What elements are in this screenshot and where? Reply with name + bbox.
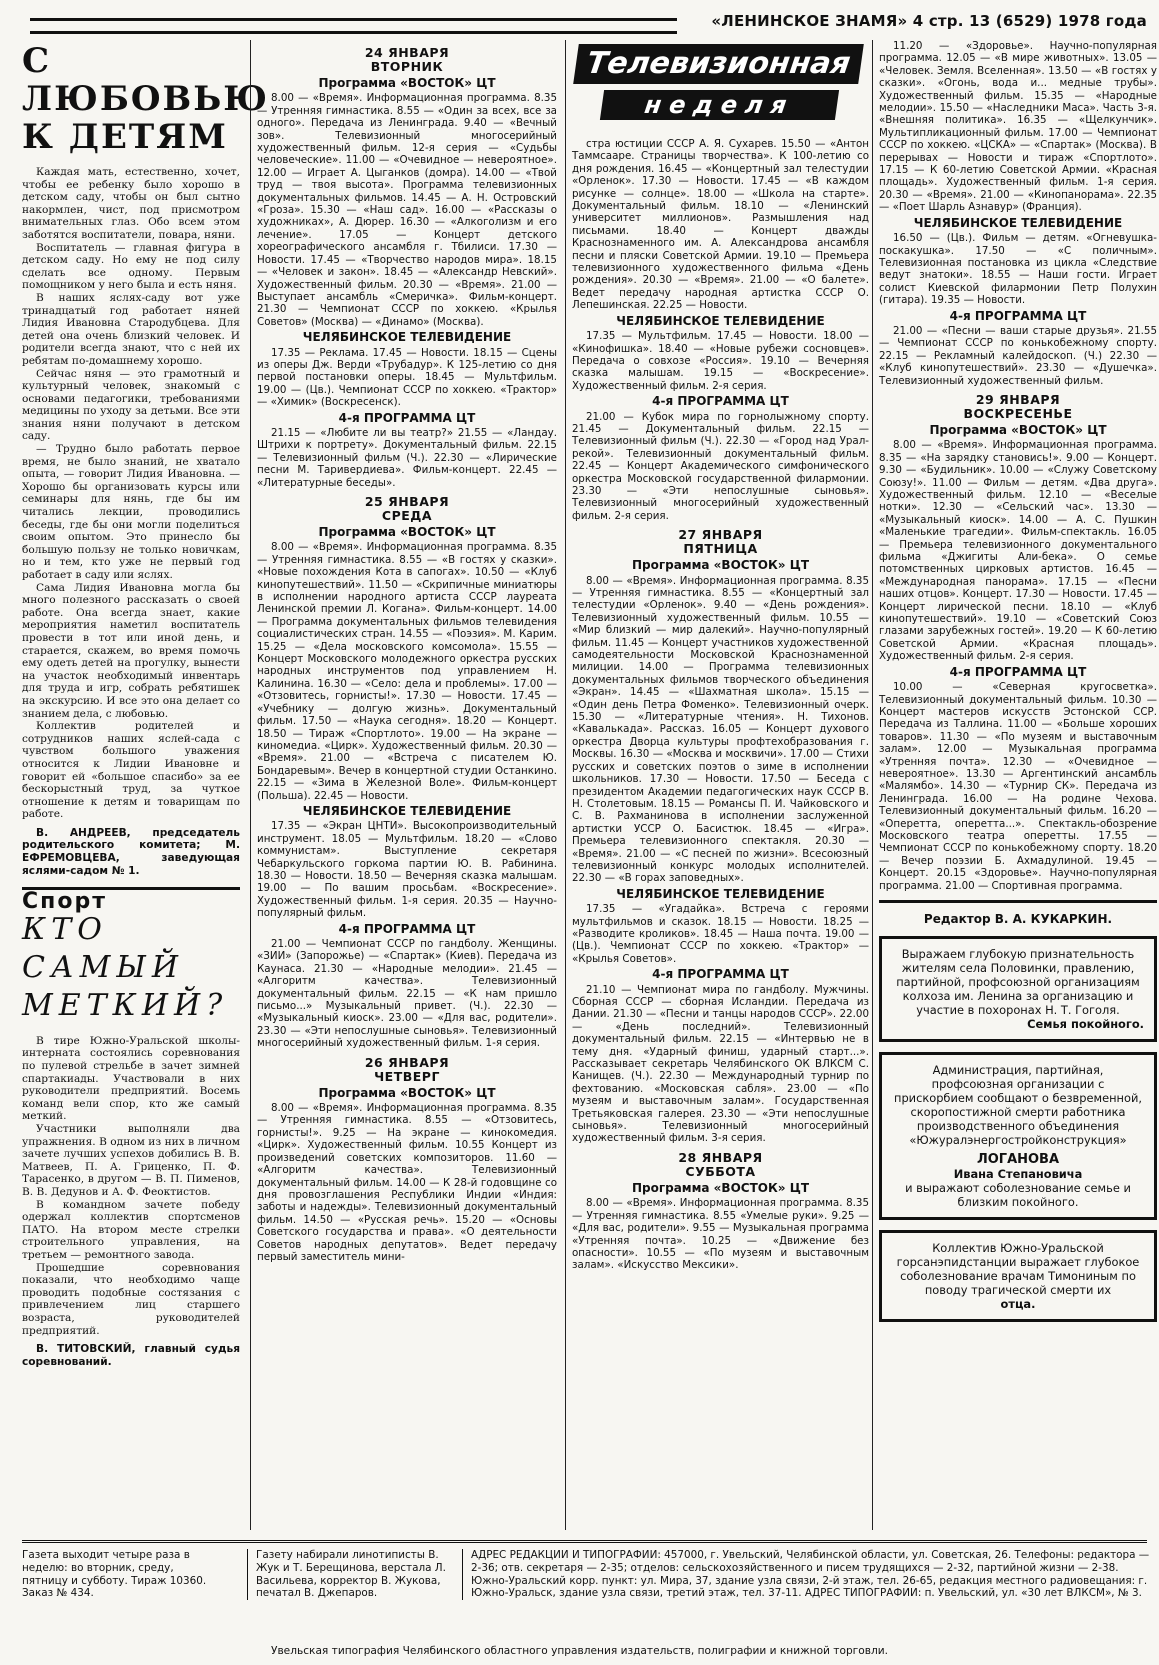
logo-line2: неделя [600, 90, 839, 120]
schedule-text: 21.00 — Чемпионат СССР по гандболу. Женщины. «ЗИИ» (Запорожье) — «Спартак» (Киев). Передача из Каунаса. 21.30 — «Народные мелодии». 21.45 — «Алгоритм качества». Телевизионный документальный фильм. 22.15 — «К нам пришло письмо...» Музыкальный привет. (Ч.). 22.30 — «Музыкальный киоск». 23.00 — «Для вас, родители». 23.30 — «Эти непослушные сыновья». Телевизионный многосерийный художественный фильм. 1-я серия. [257, 938, 557, 1050]
day-weekday: ПЯТНИЦА [683, 541, 758, 557]
sport-kicker: Спорт [22, 889, 107, 915]
paragraph: В наших яслях-саду вот уже тринадцатый год работает няней Лидия Ивановна Стародубцева. Для детей она очень близкий человек. И родители всегда знают, что с ней их ребятам по-домашнему хорошо. [22, 291, 240, 367]
notice-gratitude-text: Выражаем глубокую признательность жителям села Половинки, правлению, партийной, профсоюзной организациям колхоза им. Ленина за организацию и участие в похоронах Н. Т. Гоголя. [896, 946, 1140, 1017]
channel-heading: 4-я ПРОГРАММА ЦТ [949, 664, 1087, 679]
day-heading [572, 528, 869, 556]
article-title-line2: К ДЕТЯМ [22, 117, 228, 157]
paragraph: В тире Южно-Уральской школы-интерната состоялись соревнования по пулевой стрельбе в зачет зимней спартакиады. Участвовали в них руководители предприятий. Восемь команд вели спор, кто же самый меткий. [22, 1034, 240, 1123]
day-heading [572, 1151, 869, 1179]
channel-heading: Программа «ВОСТОК» ЦТ [318, 525, 496, 539]
paragraph: Прошедшие соревнования показали, что необходимо чаще проводить подобные состязания с привлечением лиц старшего возраста, руководителей предприятий. [22, 1261, 240, 1337]
day-weekday: СРЕДА [381, 508, 433, 523]
notice-gratitude [879, 936, 1157, 1042]
schedule-text: 21.00 — Кубок мира по горнолыжному спорту. 21.45 — Документальный фильм. 22.15 — Телевизионный фильм (Ч.). 22.30 — «Город над Урал-рекой». Телевизионный документальный фильм. 22.45 — Концерт Академического симфонического оркестра Московской государственной филармонии. 23.30 — «Эти непослушные сыновья». Телевизионный многосерийный художественный фильм. 2-я серия. [572, 410, 869, 522]
channel-heading: ЧЕЛЯБИНСКОЕ ТЕЛЕВИДЕНИЕ [302, 330, 512, 345]
notice-obituary-condolence: и выражают соболезнование семье и близким покойного. [905, 1180, 1131, 1209]
schedule-text: 8.00 — «Время». Информационная программа. 8.35 — Утренняя гимнастика. 8.55 — «Концертный зал телестудии «Орленок». 9.40 — «День рождения». Телевизионный художественный фильм. 10.55 — «Мир близкий — мир далекий». Научно-популярный фильм. 11.45 — Концерт участников художественной самодеятельности Московской Краснознаменной милиции. 14.00 — Программа телевизионных документальных фильмов творческого объединения «Экран». 14.45 — «Шахматная школа». 15.15 — «Один день Петра Фоменко». Телевизионный очерк. 15.30 — «Литературные чтения». Н. Тихонов. «Кавалькада». Рассказ. 16.05 — Концерт духового оркестра Дворца культуры профтехобразования г. Москвы. 16.30 — «Москва и москвичи». 17.00 — Стихи русских и советских поэтов о зиме в исполнении школьников. 17.30 — Новости. 17.50 — Беседа с президентом Академии педагогических наук СССР В. Н. Столетовым. 18.15 — Романсы П. И. Чайковского и С. В. Рахманинова в исполнении заслуженной артистки УССР О. Басистюк. 18.45 — «Игра». Премьера телевизионного спектакля. 20.30 — «Время». 21.00 — «С песней по жизни». Всесоюзный телевизионный конкурс молодых исполнителей. 22.30 — «В горах заповедных». [572, 574, 869, 885]
article-title-line1: С ЛЮБОВЬЮ [22, 41, 270, 119]
schedule-text: 8.00 — «Время». Информационная программа. 8.35 — Утренняя гимнастика. 8.55 — «В гостях у сказки». «Новые похождения Кота в сапогах». 10.50 — «Клуб кинопутешествий». 11.50 — «Скрипичные миниатюры в исполнении народного артиста СССР лауреата Ленинской премии Л. Когана». Фильм-концерт. 14.00 — Программа документальных фильмов телевидения социалистических стран. 14.55 — «Поэзия». М. Карим. 15.25 — «Дела московского комсомола». 15.55 — Концерт Московского молодежного оркестра русских народных инструментов под управлением Н. Калинина. 16.30 — «Село: дела и проблемы». 17.00 — «Отзовитесь, горнисты!». 17.30 — Новости. 17.45 — «Учебнику — долгую жизнь». Документальный фильм. 17.50 — «Наука сегодня». 18.20 — Концерт. 18.50 — Тираж «Спортлото». 19.00 — На экране — киномедиа. «Цирк». Художественный фильм. 20.30 — «Время». 21.00 — «Встреча с писателем Ю. Бондаревым». Вечер в концертной студии Останкино. 22.15 — «Зима в Железной Воле». Фильм-концерт (Польша). 22.45 — Новости. [257, 541, 557, 802]
footer [22, 1540, 1150, 1628]
channel-heading: Программа «ВОСТОК» ЦТ [631, 1180, 810, 1195]
paragraph: Коллектив родителей и сотрудников наших яслей-сада с чувством большого уважения относится к Лидии Ивановне и говорит ей «большое спасибо» за ее бескорыстный труд, за чуткое отношение к детям и товарищам по работе. [22, 720, 240, 821]
schedule-text: 8.00 — «Время». Информационная программа. 8.35 — Утренняя гимнастика. 8.55 «Умелые руки». 9.25 — «Для вас, родители». 9.55 — Музыкальная программа «Утренняя почта». 10.25 — «Движение без опасности». 10.55 — «По музеям и выставочным залам». «Искусство Мексики». [572, 1197, 869, 1272]
logo-line1: Телевизионная [573, 44, 864, 84]
paragraph: Сама Лидия Ивановна могла бы много полезного рассказать о своей работе. Она всегда знает, какие мероприятия наметил воспитатель провести в тот или иной день, и старается, скажем, во время помочь ему одеть детей на прогулку, вынести на участок необходимый инвентарь для труда и игр, собрать ребятишек на экскурсию. И все это она делает со знанием дела, с любовью. [22, 581, 240, 720]
sport-title [22, 911, 240, 1025]
tv-listing-body [572, 138, 869, 1272]
schedule-text: 17.35 — Мультфильм. 17.45 — Новости. 18.00 — «Кинофишка». 18.40 — «Новые рубежи сосновцев». Передача о совхозе «Россия». 19.10 — Вечерняя сказка малышам. 19.15 — «Воскресение». Художественный фильм. 2-я серия. [572, 330, 869, 392]
day-date: 26 ЯНВАРЯ [364, 1054, 450, 1070]
tv-listing-body [879, 40, 1157, 892]
schedule-text: 17.35 — Реклама. 17.45 — Новости. 18.15 — Сцены из оперы Дж. Верди «Трубадур». К 125-летию со дня первой постановки оперы. 18.45 — Мультфильм. 19.00 — (Цв.). Чемпионат СССР по хоккею. «Трактор» — «Химик» (Воскресенск). [257, 346, 557, 409]
channel-heading: 4-я ПРОГРАММА ЦТ [652, 394, 789, 409]
channel-heading: Программа «ВОСТОК» ЦТ [318, 1085, 496, 1100]
paragraph: Сейчас няня — это грамотный и культурный человек, знакомый с основами педагогики, требованиями медицины по уходу за детьми. Все эти знания няни получают в детском саду. [22, 367, 240, 443]
day-heading [257, 1056, 557, 1084]
channel-heading: ЧЕЛЯБИНСКОЕ ТЕЛЕВИДЕНИЕ [616, 313, 825, 328]
masthead [30, 8, 1147, 38]
channel-heading: Программа «ВОСТОК» ЦТ [929, 422, 1107, 437]
day-heading [257, 495, 557, 523]
schedule-text: 8.00 — «Время». Информационная программа. 8.35 — «На зарядку становись!». 9.00 — Концерт. 9.30 — «Будильник». 10.00 — «Служу Советскому Союзу!». 11.00 — Фильм — детям. «Два друга». Художественный фильм. 12.10 — «Веселые нотки». 12.30 — «Сельский час». 13.30 — «Музыкальный киоск». 14.00 — А. С. Пушкин «Маленькие трагедии». Фильм-спектакль. 16.05 — Премьера телевизионного документального фильма «Джигиты Али-бека». О семье потомственных цирковых артистов. 16.45 — «Международная панорама». 17.15 — «Песни наших отцов». Концерт. 17.30 — Новости. 17.45 — Концерт лирической песни. 18.10 — «Клуб кинопутешествий». 19.10 — «Советский Союз глазами зарубежных гостей». 19.20 — К 60-летию Советской Армии. «Красная площадь». Художественный фильм. 2-я серия. [879, 439, 1157, 663]
channel-heading: ЧЕЛЯБИНСКОЕ ТЕЛЕВИДЕНИЕ [913, 215, 1123, 230]
day-heading [257, 46, 557, 74]
channel-heading: Программа «ВОСТОК» ЦТ [631, 558, 810, 573]
tv-week-logo [576, 40, 861, 130]
notice-obituary-text: Администрация, партийная, профсоюзная организации с прискорбием сообщают о безвременной, скоропостижной смерти работника производственного объединения «Южуралэнергостройконструкция» [894, 1062, 1142, 1147]
channel-heading: ЧЕЛЯБИНСКОЕ ТЕЛЕВИДЕНИЕ [302, 803, 512, 818]
notice-condolence-text: Коллектив Южно-Уральской горсанэпидстанции выражает глубокое соболезнование врачам Тимониным по поводу трагической смерти их [896, 1240, 1140, 1297]
channel-heading: 4-я ПРОГРАММА ЦТ [338, 921, 476, 936]
paragraph: Каждая мать, естественно, хочет, чтобы ее ребенку было хорошо в детском саду, чтобы он был сытно накормлен, чист, под присмотром внимательных глаз. Обо всем этом заботятся воспитатели, повара, няни. [22, 166, 240, 241]
column-tv-1 [250, 40, 557, 1530]
sport-title-line2: МЕТКИЙ? [22, 987, 229, 1023]
schedule-text: 8.00 — «Время». Информационная программа. 8.35 — Утренняя гимнастика. 8.55 — «Отзовитесь, горнисты!». 9.25 — На экране — кинокомедия. «Цирк». Художественный фильм. 10.55 Концерт из произведений советских композиторов. 11.60 — «Алгоритм качества». Телевизионный документальный фильм. 14.00 — К 28-й годовщине со дня провозглашения Республики Индии «Индия: заботы и надежды». Телевизионный документальный фильм. 14.50 — «Русская речь». 15.20 — «Основы Советского государства и права». «О деятельности Советов народных депутатов». Ведет передачу первый заместитель мини- [257, 1102, 557, 1263]
schedule-text: 10.00 — «Северная кругосветка». Телевизионный документальный фильм. 10.30 — Концерт мастеров искусств Эстонской ССР. Передача из Таллина. 11.00 — «Больше хороших товаров». 11.30 — «По музеям и выставочным залам». 12.00 — Музыкальная программа «Утренняя почта». 12.30 — «Очевидное — невероятное». 13.30 — Аргентинский ансамбль «Малямбо». 14.30 — «Турнир СК». Передача из Ленинграда. 16.00 — На родине Чехова. Телевизионный документальный фильм. 16.20 — «Оперетта, оперетта...». Спектакль-обозрение Московского театра оперетты. 17.55 — Чемпионат СССР по конькобежному спорту. 18.20 — Вечер поэзии Б. Ахмадулиной. 19.45 — Концерт. 20.15 «Здоровье». Научно-популярная программа. 21.00 — Спортивная программа. [879, 681, 1157, 892]
day-weekday: ВТОРНИК [370, 59, 444, 74]
footer-staff: Газету набирали линотиписты В. Жук и Т. Берещинова, верстала Л. Васильева, корректор В. Жукова, печатал В. Джепаров. [247, 1549, 451, 1600]
article-title [22, 41, 270, 157]
schedule-text: 21.15 — «Любите ли вы театр?» 21.55 — «Ландау. Штрихи к портрету». Документальный фильм. 22.15 — Телевизионный фильм (Ч.). 22.30 — «Лирические песни М. Таривердиева». Фильм-концерт. 22.45 — «Литературные беседы». [257, 426, 557, 489]
schedule-text: 21.10 — Чемпионат мира по гандболу. Мужчины. Сборная СССР — сборная Исландии. Передача из Дании. 21.30 — «Песни и танцы народов СССР». 22.00 — «День последний». Телевизионный документальный фильм. 22.15 — «Интервью не в тему дня. «Ударный финиш, ударный старт...». Рассказывает секретарь Челябинского ОК ВЛКСМ С. Канищев. (Ч.). 22.30 — Международный турнир по фехтованию. «Московская сабля». 23.00 — «По музеям и выставочным залам». Государственная Третьяковская галерея. 23.30 — «Эти непослушные сыновья». Телевизионный многосерийный художественный фильм. 3-я серия. [572, 983, 869, 1145]
masthead-text: «ЛЕНИНСКОЕ ЗНАМЯ» 4 стр. 13 (6529) 1978 года [711, 12, 1147, 30]
day-date: 29 ЯНВАРЯ [975, 391, 1061, 407]
notice-obituary-surname: ЛОГАНОВА [976, 1151, 1060, 1167]
paragraph: Участники выполняли два упражнения. В одном из них в личном зачете лучших успехов добились В. В. Матвеев, П. А. Гриценко, П. Ф. Тарасенко, в другом — В. П. Пименов, В. В. Дедунов и А. Ф. Феоктистов. [22, 1123, 240, 1198]
day-heading [879, 393, 1157, 421]
day-date: 27 ЯНВАРЯ [678, 527, 763, 543]
channel-heading: 4-я ПРОГРАММА ЦТ [949, 308, 1087, 323]
notice-obituary [879, 1052, 1157, 1220]
schedule-text: 8.00 — «Время». Информационная программа. 8.35 — Утренняя гимнастика. 8.55 — «Один за всех, все за одного». Передача из Ленинграда. 9.40 — «Вечный зов». Телевизионный многосерийный художественный фильм. 12-я серия — «Судьбы человеческие». 11.00 — «Очевидное — невероятное». 12.00 — Играет А. Цыганков (домра). 14.00 — «Твой труд — твоя высота». Программа телевизионных документальных фильмов. 14.45 — А. Н. Островский «Гроза». 15.30 — «Наш сад». 16.00 — «Рассказы о художниках», А. Дюрер. 16.30 — «Алкоголизм и его лечение». 17.05 — Концерт детского хореографического ансамбля г. Тбилиси. 17.30 — Новости. 17.45 — «Творчество народов мира». 18.15 — «Человек и закон». 18.45 — «Александр Невский». Художественный фильм. 20.30 — «Время». 21.00 — Выступает ансамбль «Смеричка». Фильм-концерт. 21.30 — Чемпионат СССР по хоккею. «Крылья Советов» (Москва) — «Динамо» (Москва). [257, 92, 557, 328]
paragraph: — Трудно было работать первое время, не было знаний, не хватало опыта, — говорит Лидия Ивановна. — Хорошо бы организовать курсы или семинары для нянь, где бы им читались лекции, проводились беседы, где бы они могли поделиться своим опытом. Это принесло бы большую пользу не только новичкам, но и тем, кто уже не первый год работает в саду или яслях. [22, 443, 240, 581]
channel-heading: 4-я ПРОГРАММА ЦТ [652, 967, 789, 982]
article-signature: В. АНДРЕЕВ, председатель родительского комитета; М. ЕФРЕМОВЦЕВА, заведующая яслями-садом № 1. [22, 826, 240, 877]
column-tv-3 [872, 40, 1157, 1530]
schedule-text: 16.50 — (Цв.). Фильм — детям. «Огневушка-поскакушка». 17.50 — «С поличным». Телевизионная постановка из цикла «Следствие ведут знатоки». 18.55 — Наши гости. Играет солист Киевской филармонии Петр Полухин (гитара). 19.35 — Новости. [879, 232, 1157, 307]
schedule-text: 17.35 — «Угадайка». Встреча с героями мультфильмов и сказок. 18.15 — Новости. 18.25 — «Разводите кроликов». 18.45 — Наша почта. 19.00 — (Цв.). Чемпионат СССР по хоккею. «Трактор» — «Крылья Советов». [572, 903, 869, 965]
day-weekday: ВОСКРЕСЕНЬЕ [963, 405, 1073, 421]
notice-gratitude-sign: Семья покойного. [1027, 1016, 1144, 1031]
sport-signature: В. ТИТОВСКИЙ, главный судья соревнований. [22, 1343, 240, 1368]
column-tv-2 [565, 40, 869, 1530]
schedule-text: 17.35 — «Экран ЦНТИ». Высокопроизводительный инструмент. 18.05 — Мультфильм. 18.20 — «Слово коммунистам». Выступление секретаря Чебаркульского горкома партии Ю. В. Рабинина. 18.30 — Новости. 18.50 — Вечерняя сказка малышам. 19.00 — По вашим просьбам. «Воскресение». Художественный фильм. 1-я серия. 20.35 — Научно-популярный фильм. [257, 820, 557, 920]
day-date: 24 ЯНВАРЯ [364, 45, 450, 60]
channel-heading: Программа «ВОСТОК» ЦТ [318, 76, 496, 90]
footer-circulation: Газета выходит четыре раза в неделю: во вторник, среду, пятницу и субботу. Тираж 10360. Заказ № 434. [22, 1549, 207, 1600]
sport-title-line1: КТО САМЫЙ [22, 911, 185, 985]
masthead-rule [30, 18, 677, 34]
imprint: Увельская типография Челябинского областного управления издательств, полиграфии и книжной торговли. [270, 1645, 888, 1657]
day-date: 28 ЯНВАРЯ [678, 1149, 763, 1165]
sport-body [22, 1035, 240, 1337]
article-body [22, 166, 240, 821]
channel-heading: ЧЕЛЯБИНСКОЕ ТЕЛЕВИДЕНИЕ [616, 886, 825, 901]
schedule-text: 11.20 — «Здоровье». Научно-популярная программа. 12.05 — «В мире животных». 13.05 — «Человек. Земля. Вселенная». 13.50 — «В гостях у сказки». «Огонь, вода и... медные трубы». Художественный фильм. 15.35 — «Народные мелодии». 15.50 — «Наследники Маса». Часть 3-я. «Внешняя политика». 16.35 — «Щелкунчик». Мультипликационный фильм. 17.00 — Чемпионат СССР по хоккею. «ЦСКА» — «Спартак» (Москва). В перерывах — Новости и тираж «Спортлото». 17.15 — К 60-летию Советской Армии. «Красная площадь». Художественный фильм. 1-я серия. 20.30 — «Время». 21.00 — «Кинопанорама». 22.35 — «Поет Шарль Азнавур» (Франция). [879, 40, 1157, 214]
day-weekday: СУББОТА [685, 1163, 756, 1179]
channel-heading: 4-я ПРОГРАММА ЦТ [338, 410, 476, 425]
column-article [22, 40, 270, 1530]
notice-obituary-name: Ивана Степановича [953, 1166, 1083, 1181]
schedule-text: 21.00 — «Песни — ваши старые друзья». 21.55 — Чемпионат СССР по конькобежному спорту. 22.15 — Рекламный калейдоскоп. (Ч.) 22.30 — «Клуб кинопутешествий». 23.30 — «Душечка». Телевизионный художественный фильм. [879, 324, 1157, 387]
footer-address: АДРЕС РЕДАКЦИИ И ТИПОГРАФИИ: 457000, г. Увельский, Челябинской области, ул. Советская, 26. Телефоны: редактора — 2-36; отв. секретаря — 2-35; отделов: сельскохозяйственного и писем трудящихся — 2-32, партийной жизни — 2-38. Южно-Уральский корр. пункт: ул. Мира, 37, здание узла связи, 2-й этаж, тел. 26-65, редакция местного радиовещания: г. Южно-Уральск, здание узла связи, третий этаж, тел. 37-11. АДРЕС ТИПОГРАФИИ: п. Увельский, ул. «30 лет ВЛКСМ», № 3. [462, 1549, 1151, 1600]
schedule-text: стра юстиции СССР А. Я. Сухарев. 15.50 — «Антон Таммсааре. Страницы творчества». К 100-летию со дня рождения. 16.45 — «Концертный зал телестудии «Орленок». 17.30 — Новости. 17.45 — «В каждом рисунке — солнце». 18.00 — «Школа на старте». Документальный фильм. 18.10 — «Ленинский университет миллионов». Размышления над письмами. 18.40 — Концерт дважды Краснознаменного им. А. Александрова ансамбля песни и пляски Советской Армии. 19.10 — Премьера телевизионного художественного фильма «День рождения». 20.30 — «Время». 21.00 — «О балете». Ведет передачу народная артистка СССР О. Лепешинская. 22.25 — Новости. [572, 138, 869, 312]
paragraph: Воспитатель — главная фигура в детском саду. Но ему не под силу сделать все одному. Первым помощником у него была и есть няня. [22, 241, 240, 292]
tv-listing-body [257, 46, 557, 1263]
notice-condolence-tail: отца. [1000, 1296, 1036, 1311]
notice-condolence [879, 1230, 1157, 1322]
day-date: 25 ЯНВАРЯ [364, 494, 450, 509]
paragraph: В командном зачете победу одержал коллектив спортсменов ПАТО. На втором месте стрелки строительного управления, на третьем — ремонтного завода. [22, 1198, 240, 1261]
editor-line: Редактор В. А. КУКАРКИН. [879, 900, 1157, 926]
day-weekday: ЧЕТВЕРГ [374, 1068, 440, 1084]
